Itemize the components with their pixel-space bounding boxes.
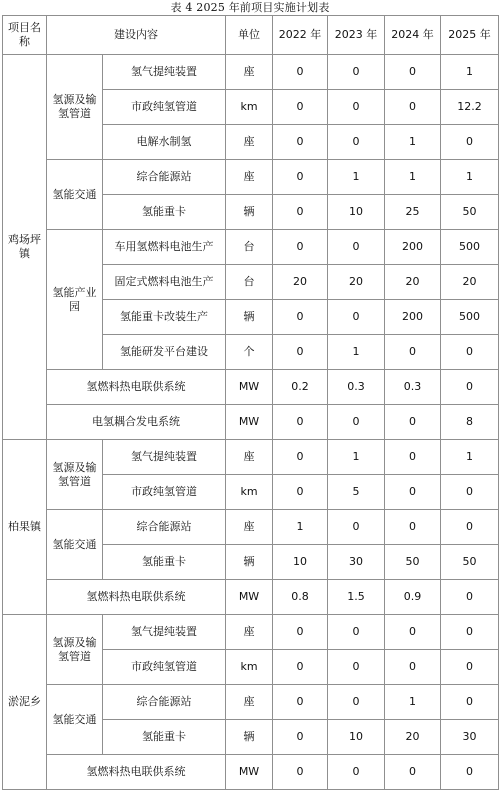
unit-cell: 辆: [226, 720, 273, 755]
value-cell: 1: [385, 685, 441, 720]
category-cell: 氢源及输氢管道: [47, 55, 103, 160]
unit-cell: km: [226, 650, 273, 685]
table-row: [3, 160, 499, 195]
value-cell: 1: [441, 55, 499, 90]
value-cell: 20: [441, 265, 499, 300]
value-cell: 0: [441, 510, 499, 545]
table-row: [3, 370, 499, 405]
value-cell: 50: [441, 545, 499, 580]
value-cell: 1: [273, 510, 328, 545]
value-cell: 0: [385, 755, 441, 790]
value-cell: 30: [328, 545, 385, 580]
value-cell: 0.3: [385, 370, 441, 405]
value-cell: 0: [441, 755, 499, 790]
value-cell: 0: [328, 510, 385, 545]
unit-cell: 座: [226, 510, 273, 545]
table-row: [3, 615, 499, 650]
value-cell: 0: [273, 685, 328, 720]
category-cell: 氢能交通: [47, 160, 103, 230]
unit-cell: km: [226, 90, 273, 125]
item-cell: 氢燃料热电联供系统: [47, 580, 226, 615]
item-cell: 氢能重卡: [103, 720, 226, 755]
value-cell: 0: [273, 440, 328, 475]
value-cell: 0: [273, 755, 328, 790]
header-year-2022: 2022 年: [273, 16, 328, 55]
area-cell: 柏果镇: [3, 440, 47, 615]
value-cell: 1.5: [328, 580, 385, 615]
value-cell: 10: [273, 545, 328, 580]
category-cell: 氢能产业园: [47, 230, 103, 370]
unit-cell: 座: [226, 440, 273, 475]
table-row: [3, 580, 499, 615]
value-cell: 1: [385, 160, 441, 195]
value-cell: 0: [385, 55, 441, 90]
value-cell: 0: [441, 685, 499, 720]
header-content: 建设内容: [47, 16, 226, 55]
header-project-name: 项目名称: [3, 16, 47, 55]
value-cell: 0: [328, 300, 385, 335]
item-cell: 氢气提纯装置: [103, 55, 226, 90]
unit-cell: 个: [226, 335, 273, 370]
item-cell: 电氢耦合发电系统: [47, 405, 226, 440]
value-cell: 0: [273, 300, 328, 335]
category-cell: 氢源及输氢管道: [47, 615, 103, 685]
value-cell: 8: [441, 405, 499, 440]
category-cell: 氢源及输氢管道: [47, 440, 103, 510]
value-cell: 1: [328, 440, 385, 475]
area-cell: 淤泥乡: [3, 615, 47, 790]
item-cell: 电解水制氢: [103, 125, 226, 160]
value-cell: 1: [328, 160, 385, 195]
value-cell: 0: [385, 440, 441, 475]
unit-cell: MW: [226, 755, 273, 790]
area-cell: 鸡场坪镇: [3, 55, 47, 440]
table-row: [3, 440, 499, 475]
value-cell: 0: [441, 580, 499, 615]
unit-cell: 辆: [226, 195, 273, 230]
item-cell: 市政纯氢管道: [103, 90, 226, 125]
value-cell: 0: [328, 55, 385, 90]
value-cell: 0.2: [273, 370, 328, 405]
value-cell: 0: [441, 475, 499, 510]
value-cell: 10: [328, 720, 385, 755]
value-cell: 0: [385, 405, 441, 440]
unit-cell: 座: [226, 685, 273, 720]
value-cell: 0: [273, 125, 328, 160]
unit-cell: MW: [226, 580, 273, 615]
value-cell: 0: [328, 90, 385, 125]
header-year-2023: 2023 年: [328, 16, 385, 55]
item-cell: 氢能重卡: [103, 195, 226, 230]
value-cell: 0: [441, 650, 499, 685]
unit-cell: 座: [226, 160, 273, 195]
item-cell: 综合能源站: [103, 685, 226, 720]
value-cell: 0: [441, 125, 499, 160]
value-cell: 0.9: [385, 580, 441, 615]
value-cell: 0: [273, 195, 328, 230]
value-cell: 0: [328, 685, 385, 720]
unit-cell: 座: [226, 55, 273, 90]
value-cell: 0: [328, 230, 385, 265]
unit-cell: km: [226, 475, 273, 510]
value-cell: 0: [385, 335, 441, 370]
value-cell: 500: [441, 230, 499, 265]
unit-cell: 辆: [226, 545, 273, 580]
item-cell: 市政纯氢管道: [103, 650, 226, 685]
table-row: [3, 755, 499, 790]
value-cell: 200: [385, 230, 441, 265]
value-cell: 0.3: [328, 370, 385, 405]
value-cell: 0: [273, 55, 328, 90]
category-cell: 氢能交通: [47, 510, 103, 580]
value-cell: 0: [441, 615, 499, 650]
item-cell: 氢气提纯装置: [103, 440, 226, 475]
implementation-plan-table: [2, 15, 499, 790]
item-cell: 氢气提纯装置: [103, 615, 226, 650]
value-cell: 50: [385, 545, 441, 580]
header-row: [3, 16, 499, 55]
value-cell: 0: [385, 615, 441, 650]
unit-cell: 台: [226, 265, 273, 300]
value-cell: 0.8: [273, 580, 328, 615]
header-unit: 单位: [226, 16, 273, 55]
value-cell: 20: [273, 265, 328, 300]
value-cell: 0: [385, 510, 441, 545]
value-cell: 0: [273, 230, 328, 265]
header-year-2024: 2024 年: [385, 16, 441, 55]
value-cell: 1: [328, 335, 385, 370]
value-cell: 200: [385, 300, 441, 335]
value-cell: 1: [441, 160, 499, 195]
item-cell: 氢燃料热电联供系统: [47, 755, 226, 790]
value-cell: 20: [385, 720, 441, 755]
value-cell: 0: [385, 90, 441, 125]
value-cell: 1: [385, 125, 441, 160]
value-cell: 50: [441, 195, 499, 230]
value-cell: 0: [273, 615, 328, 650]
unit-cell: 台: [226, 230, 273, 265]
value-cell: 0: [273, 650, 328, 685]
value-cell: 10: [328, 195, 385, 230]
value-cell: 0: [273, 720, 328, 755]
unit-cell: MW: [226, 405, 273, 440]
value-cell: 0: [273, 335, 328, 370]
value-cell: 5: [328, 475, 385, 510]
value-cell: 0: [385, 650, 441, 685]
value-cell: 0: [273, 90, 328, 125]
item-cell: 氢能重卡: [103, 545, 226, 580]
value-cell: 0: [328, 125, 385, 160]
value-cell: 12.2: [441, 90, 499, 125]
table-caption: 表 4 2025 年前项目实施计划表: [170, 1, 330, 14]
table-row: [3, 510, 499, 545]
item-cell: 综合能源站: [103, 510, 226, 545]
value-cell: 0: [441, 335, 499, 370]
item-cell: 市政纯氢管道: [103, 475, 226, 510]
item-cell: 综合能源站: [103, 160, 226, 195]
item-cell: 氢能研发平台建设: [103, 335, 226, 370]
table-row: [3, 230, 499, 265]
item-cell: 固定式燃料电池生产: [103, 265, 226, 300]
category-cell: 氢能交通: [47, 685, 103, 755]
unit-cell: 辆: [226, 300, 273, 335]
value-cell: 0: [385, 475, 441, 510]
value-cell: 30: [441, 720, 499, 755]
value-cell: 500: [441, 300, 499, 335]
value-cell: 0: [273, 475, 328, 510]
item-cell: 氢燃料热电联供系统: [47, 370, 226, 405]
table-row: [3, 685, 499, 720]
value-cell: 20: [328, 265, 385, 300]
value-cell: 0: [328, 405, 385, 440]
value-cell: 1: [441, 440, 499, 475]
value-cell: 0: [328, 755, 385, 790]
value-cell: 0: [441, 370, 499, 405]
unit-cell: 座: [226, 125, 273, 160]
unit-cell: 座: [226, 615, 273, 650]
value-cell: 20: [385, 265, 441, 300]
item-cell: 车用氢燃料电池生产: [103, 230, 226, 265]
table-row: [3, 405, 499, 440]
value-cell: 0: [328, 650, 385, 685]
value-cell: 0: [273, 405, 328, 440]
value-cell: 0: [328, 615, 385, 650]
item-cell: 氢能重卡改装生产: [103, 300, 226, 335]
value-cell: 25: [385, 195, 441, 230]
table-row: [3, 55, 499, 90]
header-year-2025: 2025 年: [441, 16, 499, 55]
unit-cell: MW: [226, 370, 273, 405]
value-cell: 0: [273, 160, 328, 195]
